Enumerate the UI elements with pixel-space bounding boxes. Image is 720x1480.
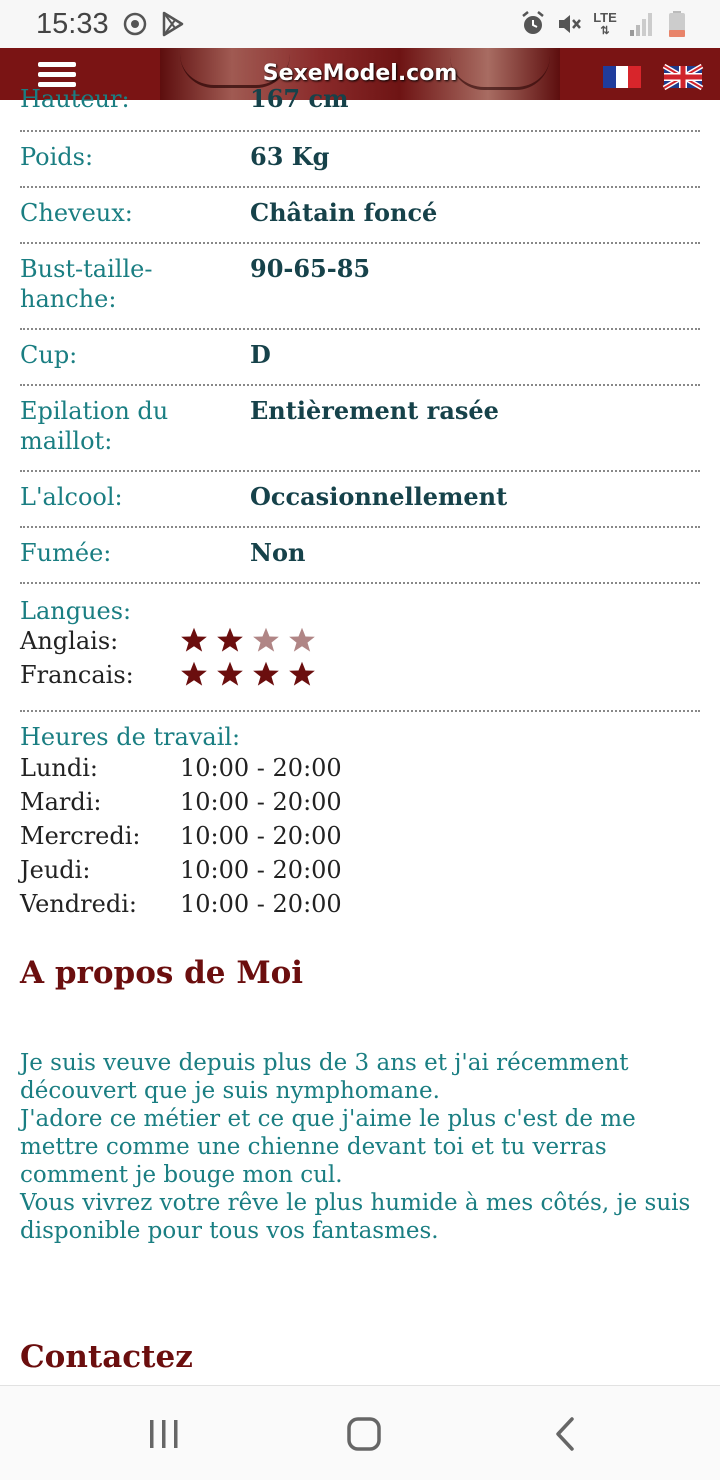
star-filled-icon bbox=[288, 660, 316, 688]
profile-row-measurements bbox=[20, 244, 700, 330]
about-title: A propos de Moi bbox=[20, 955, 304, 991]
profile-row-cup bbox=[20, 330, 700, 386]
star-filled-icon bbox=[216, 626, 244, 654]
star-empty-icon bbox=[252, 626, 280, 654]
profile-row-weight bbox=[20, 132, 700, 188]
profile-label: L'alcool: bbox=[20, 483, 123, 511]
status-time: 15:33 bbox=[36, 8, 109, 40]
sync-icon bbox=[122, 10, 148, 38]
mute-icon bbox=[556, 10, 582, 38]
profile-value: Entièrement rasée bbox=[250, 396, 499, 425]
hours-day: Vendredi: bbox=[20, 890, 137, 918]
profile-content bbox=[20, 84, 700, 1385]
profile-row-alcohol bbox=[20, 472, 700, 528]
system-nav-bar bbox=[0, 1385, 720, 1480]
profile-label: Hauteur: bbox=[20, 85, 130, 113]
hours-time: 10:00 - 20:00 bbox=[180, 788, 342, 816]
profile-row-grooming bbox=[20, 386, 700, 472]
hours-time: 10:00 - 20:00 bbox=[180, 822, 342, 850]
back-icon[interactable] bbox=[546, 1414, 586, 1454]
profile-label: Fumée: bbox=[20, 539, 112, 567]
profile-row-smoking bbox=[20, 528, 700, 584]
battery-icon bbox=[664, 10, 690, 38]
language-rating-english bbox=[180, 626, 316, 654]
about-paragraph: Je suis veuve depuis plus de 3 ans et j'ai récemment découvert que je suis nymphomane. bbox=[20, 1050, 629, 1104]
profile-label: Bust-taille-hanche: bbox=[20, 255, 153, 313]
alarm-icon bbox=[520, 10, 546, 38]
star-filled-icon bbox=[252, 660, 280, 688]
signal-icon bbox=[628, 10, 654, 38]
profile-value: D bbox=[250, 340, 271, 369]
profile-value: Châtain foncé bbox=[250, 198, 438, 227]
hours-day: Jeudi: bbox=[20, 856, 91, 884]
profile-value: Occasionnellement bbox=[250, 482, 508, 511]
profile-value: 90-65-85 bbox=[250, 254, 371, 283]
language-rating-french bbox=[180, 660, 316, 688]
language-name: Francais: bbox=[20, 661, 134, 689]
star-filled-icon bbox=[216, 660, 244, 688]
star-filled-icon bbox=[180, 660, 208, 688]
profile-label: Cup: bbox=[20, 341, 78, 369]
profile-label: Poids: bbox=[20, 143, 94, 171]
hours-day: Lundi: bbox=[20, 754, 98, 782]
status-bar bbox=[0, 0, 720, 48]
languages-title: Langues: bbox=[20, 597, 132, 625]
languages-section bbox=[20, 584, 700, 712]
site-logo-text: SexeModel.com bbox=[262, 61, 458, 86]
home-icon[interactable] bbox=[344, 1414, 384, 1454]
profile-row-height bbox=[20, 80, 700, 132]
play-store-icon bbox=[160, 10, 186, 38]
contact-title: Contactez bbox=[20, 1339, 193, 1375]
hours-day: Mercredi: bbox=[20, 822, 141, 850]
profile-value: Non bbox=[250, 538, 306, 567]
hours-day: Mardi: bbox=[20, 788, 102, 816]
profile-value: 63 Kg bbox=[250, 142, 330, 171]
profile-label: Epilation du maillot: bbox=[20, 397, 169, 455]
star-filled-icon bbox=[180, 626, 208, 654]
lte-label: LTE bbox=[593, 9, 617, 25]
lte-icon: LTE ⇅ bbox=[593, 9, 617, 37]
hours-time: 10:00 - 20:00 bbox=[180, 890, 342, 918]
profile-row-hair bbox=[20, 188, 700, 244]
hours-time: 10:00 - 20:00 bbox=[180, 856, 342, 884]
star-empty-icon bbox=[288, 626, 316, 654]
hours-title: Heures de travail: bbox=[20, 723, 241, 751]
hours-time: 10:00 - 20:00 bbox=[180, 754, 342, 782]
about-paragraph: Vous vivrez votre rêve le plus humide à mes côtés, je suis disponible pour tous vos fantasmes. bbox=[20, 1190, 691, 1244]
language-name: Anglais: bbox=[20, 627, 119, 655]
recent-apps-icon[interactable] bbox=[144, 1414, 184, 1454]
profile-label: Cheveux: bbox=[20, 199, 133, 227]
profile-value: 167 cm bbox=[250, 84, 349, 113]
about-paragraph: J'adore ce métier et ce que j'aime le plus c'est de me mettre comme une chienne devant toi et tu verras comment je bouge mon cul. bbox=[20, 1106, 636, 1188]
